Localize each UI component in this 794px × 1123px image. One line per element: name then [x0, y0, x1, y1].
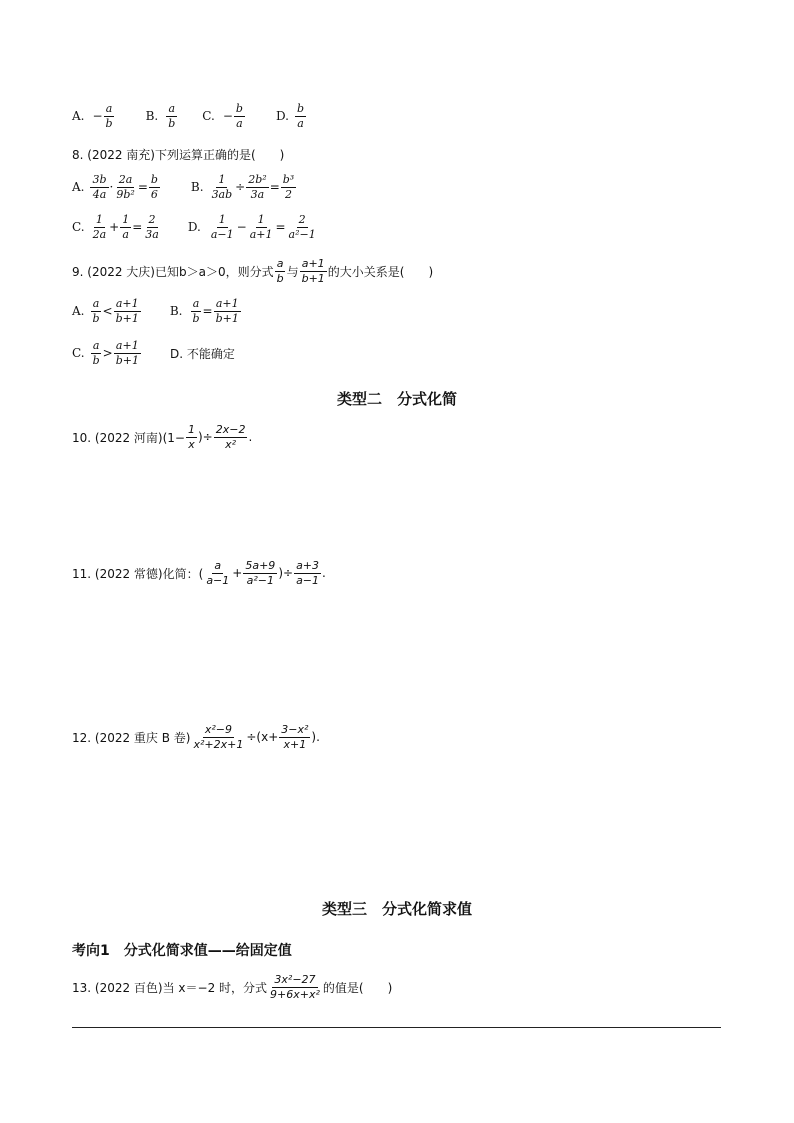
- fraction: $\frac{b}{a}$: [235, 102, 243, 130]
- fraction: $\frac{a+1}{b+1}$: [115, 297, 139, 325]
- q9-stem-part: 的大小关系是( ): [327, 264, 434, 279]
- fraction: $\frac{2}{\text{a²−1}}$: [288, 213, 316, 241]
- q11-text: 11. (2022 常德)化简：(: [72, 566, 204, 581]
- q9-stem: [72, 258, 433, 284]
- fraction: $\frac{a}{b}$: [168, 102, 176, 130]
- minus-sign: −: [222, 109, 233, 124]
- divide-sign: ÷: [235, 180, 246, 195]
- fraction: $\frac{a}{b}$: [192, 297, 200, 325]
- q12-text: ÷(x+: [246, 730, 279, 745]
- q11-text: )÷: [278, 566, 294, 581]
- fraction: $\frac{a+3}{a-1}$: [296, 559, 320, 587]
- fraction: $\frac{5a+9}{\text{a²−1}}$: [245, 559, 276, 587]
- fraction: $\frac{1}{a+1}$: [249, 213, 273, 241]
- fraction: $\frac{3b}{4a}$: [92, 173, 107, 201]
- plus-sign: +: [232, 566, 243, 581]
- q8-option-a-label: A.: [72, 180, 85, 195]
- q9-options-cd: [72, 340, 235, 366]
- fraction: $\frac{1}{a}$: [122, 213, 130, 241]
- q10-text: )÷: [198, 430, 213, 445]
- fraction: $\frac{2x-2}{\text{x²}}$: [215, 423, 246, 451]
- equals-sign: =: [202, 304, 213, 319]
- q13-text: 的值是( ): [322, 980, 393, 995]
- fraction: $\frac{a+1}{b+1}$: [215, 297, 239, 325]
- fraction: $\frac{1}{x}$: [188, 423, 195, 451]
- less-than-sign: <: [102, 304, 113, 319]
- fraction: $\frac{2a}{\text{9b²}}$: [116, 173, 135, 201]
- q9-stem-part: 9. (2022 大庆)已知: [72, 264, 179, 279]
- q8-options-ab: [72, 174, 297, 200]
- q12-text: 12. (2022 重庆 B 卷): [72, 730, 191, 745]
- q9-option-a-label: A.: [72, 304, 85, 319]
- q7-option-d-label: D.: [275, 109, 289, 124]
- greater-than-sign: >: [102, 346, 113, 361]
- fraction: $\frac{a+1}{b+1}$: [115, 339, 139, 367]
- fraction: $\frac{b}{6}$: [150, 173, 158, 201]
- dot-sign: ·: [109, 180, 114, 195]
- q7-option-b-label: B.: [145, 109, 159, 124]
- q9-option-b-label: B.: [169, 304, 183, 319]
- q8-stem: 8. (2022 南充)下列运算正确的是( ): [72, 148, 285, 162]
- fraction: $\frac{\text{x²−9}}{\text{x²+2x+1}}$: [193, 723, 244, 751]
- equals-sign: =: [132, 220, 143, 235]
- q8-option-c-label: C.: [72, 220, 85, 235]
- q9-stem-part: 与: [286, 264, 299, 279]
- fraction: $\frac{\text{3−x²}}{x+1}$: [281, 723, 309, 751]
- q11-text: .: [322, 566, 326, 581]
- section-heading-type-two: 类型二 分式化简: [336, 390, 457, 408]
- q13-text: 13. (2022 百色)当 x＝−2 时，分式: [72, 980, 268, 995]
- bottom-divider: [72, 1027, 721, 1028]
- fraction: $\frac{\text{3x²−27}}{\text{9+6x+x²}}$: [270, 973, 320, 1001]
- minus-sign: −: [236, 220, 247, 235]
- fraction: $\frac{\text{b³}}{2}$: [282, 173, 295, 201]
- q13: [72, 974, 392, 1000]
- q8-options-cd: [72, 214, 319, 240]
- q8-option-b-label: B.: [190, 180, 204, 195]
- equals-sign: =: [137, 180, 148, 195]
- q8-option-d-label: D.: [187, 220, 201, 235]
- fraction: $\frac{b}{a}$: [296, 102, 305, 130]
- q7-option-c-label: C.: [202, 109, 215, 124]
- fraction: $\frac{a}{b}$: [92, 339, 100, 367]
- q12: [72, 724, 320, 750]
- q7-options: [72, 103, 307, 129]
- fraction: $\frac{\text{2b²}}{3a}$: [248, 173, 267, 201]
- equals-sign: =: [269, 180, 280, 195]
- fraction: $\frac{a}{b}$: [105, 102, 113, 130]
- q12-text: ).: [311, 730, 320, 745]
- fraction: $\frac{1}{3ab}$: [211, 173, 233, 201]
- fraction: $\frac{a}{b}$: [92, 297, 100, 325]
- q9-stem-part: b＞a＞0，则分式: [178, 264, 274, 279]
- q7-option-a-label: A.: [72, 109, 85, 124]
- fraction: $\frac{1}{a-1}$: [210, 213, 234, 241]
- equals-sign: =: [275, 220, 286, 235]
- fraction: $\frac{2}{3a}$: [145, 213, 159, 241]
- minus-sign: −: [92, 109, 103, 124]
- fraction: $\frac{a}{a-1}$: [206, 559, 230, 587]
- plus-sign: +: [109, 220, 120, 235]
- q10-text: .: [248, 430, 253, 445]
- section-heading-type-three: 类型三 分式化简求值: [321, 900, 472, 918]
- q9-option-c-label: C.: [72, 346, 85, 361]
- subsection-heading: 考向1 分式化简求值——给固定值: [72, 943, 292, 959]
- q11: [72, 560, 326, 586]
- q10: [72, 424, 252, 450]
- q9-options-ab: [72, 298, 242, 324]
- fraction: $\frac{a}{b}$: [276, 257, 284, 285]
- q9-option-d: D. 不能确定: [169, 346, 235, 361]
- q10-text: 10. (2022 河南)(1−: [72, 430, 185, 445]
- fraction: $\frac{a+1}{b+1}$: [301, 257, 325, 285]
- fraction: $\frac{1}{2a}$: [92, 213, 107, 241]
